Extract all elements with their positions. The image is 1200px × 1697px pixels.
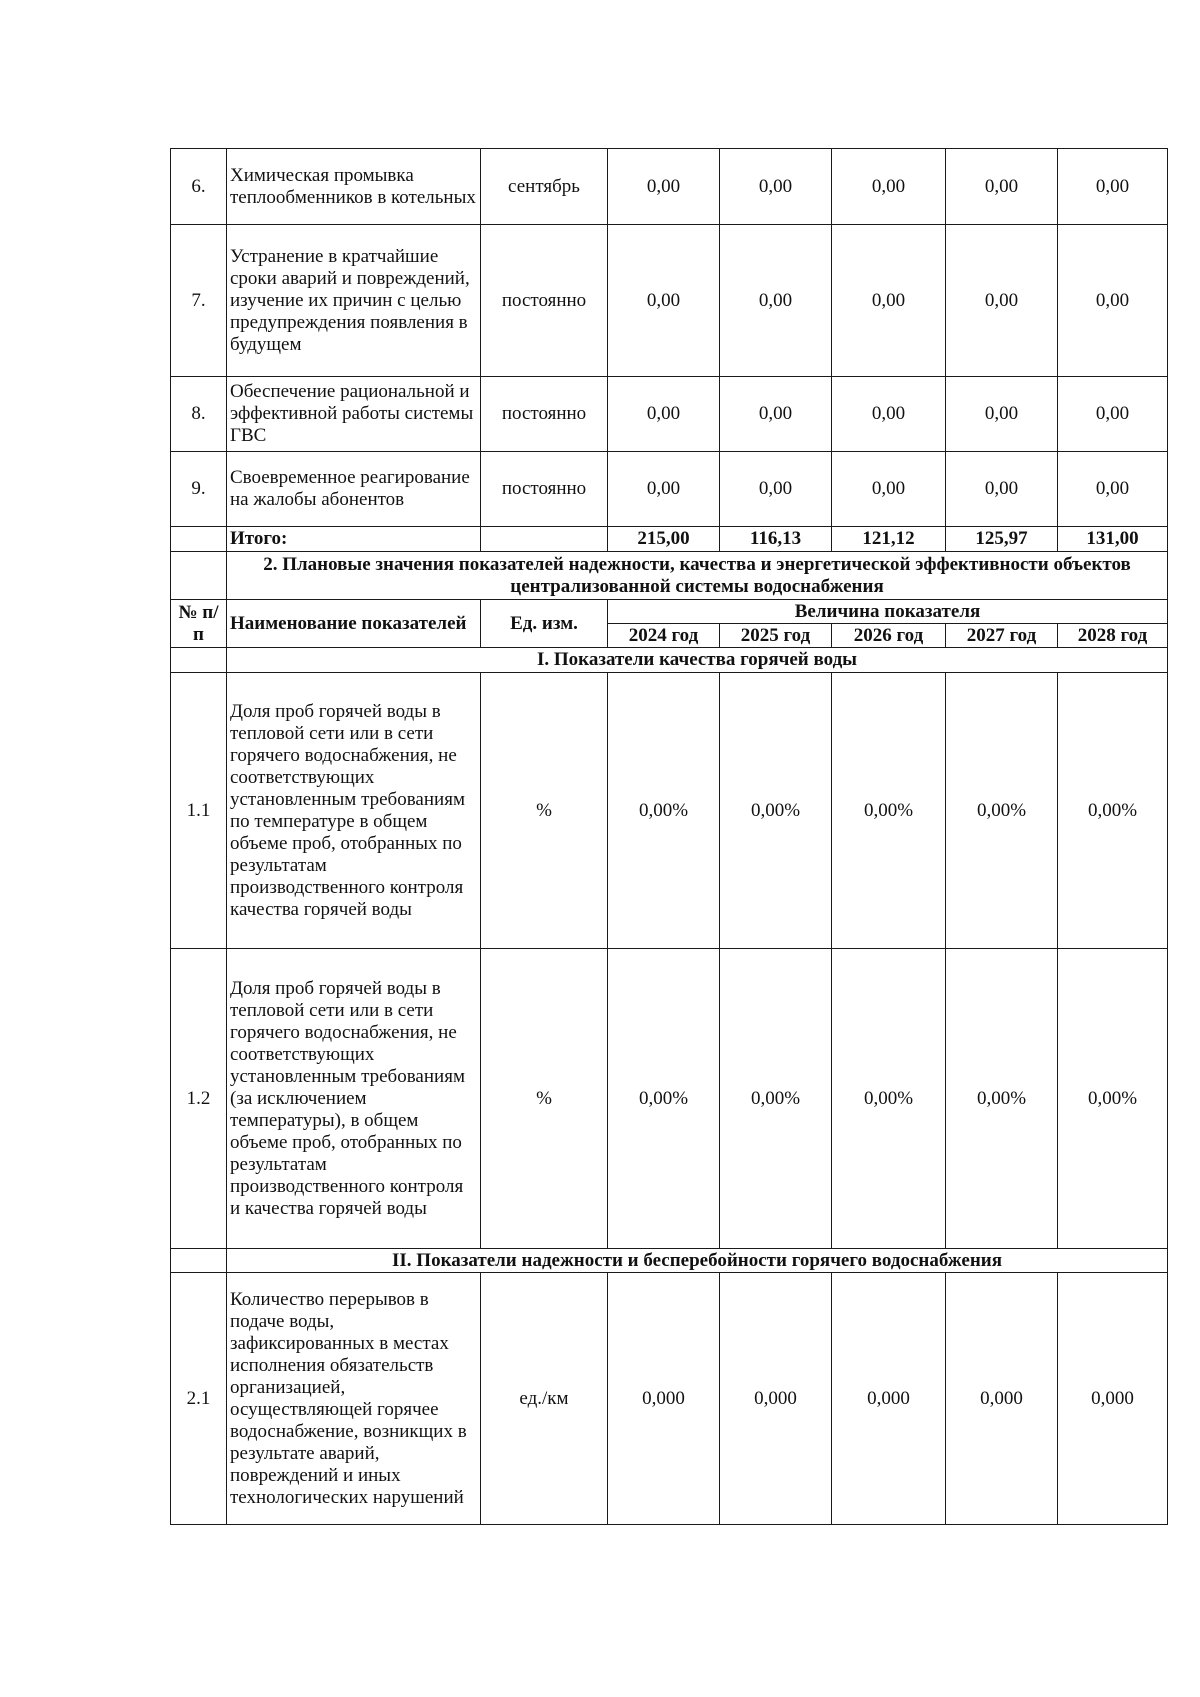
measure-name: Обеспечение рациональной и эффективной работы системы ГВС [227, 377, 481, 452]
indicator-name: Доля проб горячей воды в тепловой сети или в сети горячего водоснабжения, не соответствующих установленным требованиям по температуре в общем объеме проб, отобранных по результатам производственного контроля качества горячей воды [227, 673, 481, 949]
measure-name: Устранение в кратчайшие сроки аварий и повреждений, изучение их причин с целью предупреждения появления в будущем [227, 225, 481, 377]
part2-title-row [171, 552, 1168, 600]
value-cell: 0,000 [720, 1273, 832, 1525]
row-number: 6. [171, 149, 227, 225]
value-cell: 0,00 [1058, 377, 1168, 452]
value-cell: 0,00 [832, 149, 946, 225]
measure-period: постоянно [481, 225, 608, 377]
indicator-unit: ед./км [481, 1273, 608, 1525]
total-value: 125,97 [946, 527, 1058, 552]
indicator-name: Количество перерывов в подаче воды, зафиксированных в местах исполнения обязательств организацией, осуществляющей горячее водоснабжение, возникщих в результате аварий, повреждений и иных технологических нарушений [227, 1273, 481, 1525]
header-value-group: Величина показателя [608, 600, 1168, 624]
row-number: 8. [171, 377, 227, 452]
value-cell: 0,00% [1058, 949, 1168, 1249]
value-cell: 0,000 [832, 1273, 946, 1525]
header-number: № п/п [171, 600, 227, 648]
measure-period: постоянно [481, 452, 608, 527]
section-title: I. Показатели качества горячей воды [227, 648, 1168, 673]
value-cell: 0,00% [832, 673, 946, 949]
value-cell: 0,00 [720, 225, 832, 377]
header-year: 2027 год [946, 624, 1058, 648]
header-unit: Ед. изм. [481, 600, 608, 648]
header-row [171, 600, 1168, 624]
value-cell: 0,000 [1058, 1273, 1168, 1525]
table-row [171, 225, 1168, 377]
table-row [171, 377, 1168, 452]
table-row [171, 149, 1168, 225]
empty-cell [171, 527, 227, 552]
measure-period: сентябрь [481, 149, 608, 225]
table-row [171, 1273, 1168, 1525]
measure-name: Своевременное реагирование на жалобы абонентов [227, 452, 481, 527]
empty-cell [171, 552, 227, 600]
empty-cell [171, 1249, 227, 1273]
row-number: 7. [171, 225, 227, 377]
row-number: 1.1 [171, 673, 227, 949]
value-cell: 0,00% [1058, 673, 1168, 949]
header-year: 2028 год [1058, 624, 1168, 648]
indicator-table [170, 148, 1168, 1525]
value-cell: 0,00% [946, 949, 1058, 1249]
value-cell: 0,00% [720, 673, 832, 949]
value-cell: 0,00 [946, 452, 1058, 527]
part2-title: 2. Плановые значения показателей надежности, качества и энергетической эффективности объектов централизованной системы водоснабжения [227, 552, 1168, 600]
total-label: Итого: [227, 527, 481, 552]
empty-cell [171, 648, 227, 673]
value-cell: 0,00 [1058, 149, 1168, 225]
measure-name: Химическая промывка теплообменников в котельных [227, 149, 481, 225]
header-year: 2024 год [608, 624, 720, 648]
section-title: II. Показатели надежности и бесперебойности горячего водоснабжения [227, 1249, 1168, 1273]
table-row [171, 673, 1168, 949]
total-value: 215,00 [608, 527, 720, 552]
indicator-name: Доля проб горячей воды в тепловой сети или в сети горячего водоснабжения, не соответствующих установленным требованиям (за исключением температуры), в общем объеме проб, отобранных по результатам производственного контроля и качества горячей воды [227, 949, 481, 1249]
value-cell: 0,00 [832, 452, 946, 527]
header-year: 2025 год [720, 624, 832, 648]
value-cell: 0,00% [608, 673, 720, 949]
value-cell: 0,00 [946, 377, 1058, 452]
value-cell: 0,000 [946, 1273, 1058, 1525]
value-cell: 0,00 [832, 225, 946, 377]
value-cell: 0,00 [946, 225, 1058, 377]
header-year: 2026 год [832, 624, 946, 648]
total-value: 121,12 [832, 527, 946, 552]
table-row [171, 452, 1168, 527]
measure-period: постоянно [481, 377, 608, 452]
section-title-row [171, 1249, 1168, 1273]
value-cell: 0,00% [720, 949, 832, 1249]
value-cell: 0,00 [832, 377, 946, 452]
value-cell: 0,00% [832, 949, 946, 1249]
value-cell: 0,00 [720, 377, 832, 452]
value-cell: 0,00 [1058, 452, 1168, 527]
row-number: 1.2 [171, 949, 227, 1249]
header-name: Наименование показателей [227, 600, 481, 648]
value-cell: 0,00 [608, 452, 720, 527]
value-cell: 0,00 [720, 149, 832, 225]
value-cell: 0,00 [608, 377, 720, 452]
table-row [171, 949, 1168, 1249]
indicator-unit: % [481, 949, 608, 1249]
value-cell: 0,000 [608, 1273, 720, 1525]
value-cell: 0,00 [720, 452, 832, 527]
value-cell: 0,00 [1058, 225, 1168, 377]
row-number: 9. [171, 452, 227, 527]
value-cell: 0,00 [608, 225, 720, 377]
total-value: 131,00 [1058, 527, 1168, 552]
section-title-row [171, 648, 1168, 673]
indicator-unit: % [481, 673, 608, 949]
value-cell: 0,00 [946, 149, 1058, 225]
total-row [171, 527, 1168, 552]
total-value: 116,13 [720, 527, 832, 552]
value-cell: 0,00 [608, 149, 720, 225]
row-number: 2.1 [171, 1273, 227, 1525]
empty-cell [481, 527, 608, 552]
value-cell: 0,00% [608, 949, 720, 1249]
value-cell: 0,00% [946, 673, 1058, 949]
